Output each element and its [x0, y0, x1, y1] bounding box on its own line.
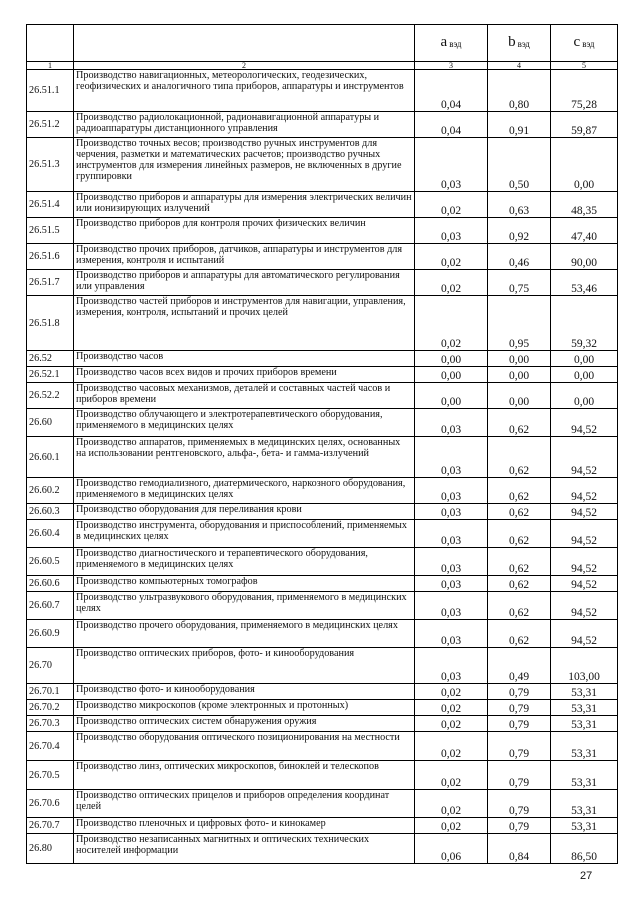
row-code: 26.51.1 — [27, 70, 74, 112]
table-row — [27, 620, 618, 648]
row-value-b: 0,50 — [488, 138, 551, 192]
row-value-c: 53,46 — [551, 270, 618, 296]
row-value-c: 53,31 — [551, 684, 618, 700]
column-number: 5 — [551, 62, 618, 70]
row-value-c: 94,52 — [551, 478, 618, 504]
row-value-c: 53,31 — [551, 790, 618, 818]
table-row — [27, 383, 618, 409]
row-code: 26.51.5 — [27, 218, 74, 244]
table-row — [27, 192, 618, 218]
row-name: Производство фото- и кинооборудования — [74, 684, 415, 700]
row-code: 26.60.4 — [27, 520, 74, 548]
table-header-row — [27, 25, 618, 62]
row-value-c: 94,52 — [551, 576, 618, 592]
row-value-a: 0,02 — [415, 761, 488, 790]
row-value-b: 0,62 — [488, 620, 551, 648]
row-code: 26.52.2 — [27, 383, 74, 409]
row-code: 26.70.4 — [27, 732, 74, 761]
table-row — [27, 138, 618, 192]
row-value-a: 0,00 — [415, 367, 488, 383]
table-row — [27, 296, 618, 351]
row-value-a: 0,03 — [415, 648, 488, 684]
header-c: c $_{вэд}$ — [551, 25, 618, 62]
row-value-b: 0,62 — [488, 437, 551, 478]
header-a: a $_{вэд}$ — [415, 25, 488, 62]
row-value-b: 0,00 — [488, 383, 551, 409]
table-row — [27, 592, 618, 620]
row-value-b: 0,95 — [488, 296, 551, 351]
table-row — [27, 270, 618, 296]
row-value-a: 0,02 — [415, 716, 488, 732]
table-row — [27, 684, 618, 700]
table-row — [27, 520, 618, 548]
row-value-b: 0,46 — [488, 244, 551, 270]
row-value-c: 94,52 — [551, 548, 618, 576]
row-name: Производство оптических систем обнаружения оружия — [74, 716, 415, 732]
row-value-a: 0,02 — [415, 818, 488, 834]
row-value-a: 0,02 — [415, 700, 488, 716]
row-value-a: 0,02 — [415, 790, 488, 818]
row-code: 26.60.2 — [27, 478, 74, 504]
row-value-c: 94,52 — [551, 437, 618, 478]
table-row — [27, 112, 618, 138]
row-name: Производство ультразвукового оборудования, применяемого в медицинских целях — [74, 592, 415, 620]
table-row — [27, 548, 618, 576]
row-value-b: 0,62 — [488, 576, 551, 592]
row-name: Производство инструмента, оборудования и приспособлений, применяемых в медицинских целях — [74, 520, 415, 548]
table-row — [27, 218, 618, 244]
row-value-c: 53,31 — [551, 732, 618, 761]
row-value-b: 0,79 — [488, 761, 551, 790]
row-value-a: 0,02 — [415, 684, 488, 700]
row-name: Производство радиолокационной, радионавигационной аппаратуры и радиоаппаратуры дистанционного управления — [74, 112, 415, 138]
row-value-b: 0,79 — [488, 684, 551, 700]
table-row — [27, 351, 618, 367]
row-name: Производство навигационных, метеорологических, геодезических, геофизических и аналогичного типа приборов, аппаратуры и инструментов — [74, 70, 415, 112]
table-row — [27, 761, 618, 790]
table-row — [27, 648, 618, 684]
row-value-a: 0,06 — [415, 834, 488, 864]
row-value-b: 0,79 — [488, 818, 551, 834]
row-name: Производство аппаратов, применяемых в медицинских целях, основанных на использовании рентгеновского, альфа-, бета- и гамма-излучений — [74, 437, 415, 478]
row-value-a: 0,02 — [415, 270, 488, 296]
table-row — [27, 244, 618, 270]
row-name: Производство оптических прицелов и приборов определения координат целей — [74, 790, 415, 818]
row-value-b: 0,62 — [488, 548, 551, 576]
table-row — [27, 790, 618, 818]
column-number: 1 — [27, 62, 74, 70]
row-value-b: 0,79 — [488, 790, 551, 818]
row-code: 26.60.6 — [27, 576, 74, 592]
column-number: 2 — [74, 62, 415, 70]
row-value-b: 0,91 — [488, 112, 551, 138]
row-name: Производство компьютерных томографов — [74, 576, 415, 592]
row-value-b: 0,62 — [488, 520, 551, 548]
table-row — [27, 576, 618, 592]
row-name: Производство микроскопов (кроме электронных и протонных) — [74, 700, 415, 716]
row-value-c: 53,31 — [551, 818, 618, 834]
row-value-c: 0,00 — [551, 351, 618, 367]
row-value-a: 0,03 — [415, 548, 488, 576]
row-name: Производство приборов для контроля прочих физических величин — [74, 218, 415, 244]
row-value-b: 0,92 — [488, 218, 551, 244]
row-value-c: 59,87 — [551, 112, 618, 138]
table-row — [27, 367, 618, 383]
row-value-b: 0,63 — [488, 192, 551, 218]
row-value-c: 86,50 — [551, 834, 618, 864]
row-name: Производство оборудования для переливания крови — [74, 504, 415, 520]
row-code: 26.60.7 — [27, 592, 74, 620]
row-value-c: 47,40 — [551, 218, 618, 244]
row-code: 26.60.5 — [27, 548, 74, 576]
row-code: 26.70.6 — [27, 790, 74, 818]
row-value-c: 48,35 — [551, 192, 618, 218]
row-code: 26.51.6 — [27, 244, 74, 270]
row-value-a: 0,00 — [415, 351, 488, 367]
row-code: 26.51.4 — [27, 192, 74, 218]
table-row — [27, 409, 618, 437]
column-number: 4 — [488, 62, 551, 70]
row-value-c: 103,00 — [551, 648, 618, 684]
column-number-row — [27, 62, 618, 70]
header-code — [27, 25, 74, 62]
row-value-a: 0,03 — [415, 576, 488, 592]
row-code: 26.60.3 — [27, 504, 74, 520]
row-value-b: 0,62 — [488, 478, 551, 504]
row-value-a: 0,03 — [415, 504, 488, 520]
column-number: 3 — [415, 62, 488, 70]
row-code: 26.51.3 — [27, 138, 74, 192]
row-value-c: 59,32 — [551, 296, 618, 351]
row-value-c: 0,00 — [551, 383, 618, 409]
row-name: Производство пленочных и цифровых фото- и кинокамер — [74, 818, 415, 834]
row-name: Производство часовых механизмов, деталей и составных частей часов и приборов времени — [74, 383, 415, 409]
row-value-a: 0,02 — [415, 732, 488, 761]
table-row — [27, 504, 618, 520]
row-value-b: 0,62 — [488, 409, 551, 437]
row-name: Производство оборудования оптического позиционирования на местности — [74, 732, 415, 761]
row-value-b: 0,79 — [488, 716, 551, 732]
row-code: 26.80 — [27, 834, 74, 864]
header-name — [74, 25, 415, 62]
row-name: Производство прочего оборудования, применяемого в медицинских целях — [74, 620, 415, 648]
row-code: 26.60.9 — [27, 620, 74, 648]
row-code: 26.52.1 — [27, 367, 74, 383]
row-value-c: 94,52 — [551, 504, 618, 520]
row-value-a: 0,00 — [415, 383, 488, 409]
row-name: Производство оптических приборов, фото- и кинооборудования — [74, 648, 415, 684]
row-value-b: 0,79 — [488, 700, 551, 716]
row-value-c: 53,31 — [551, 761, 618, 790]
row-value-c: 53,31 — [551, 716, 618, 732]
row-value-c: 0,00 — [551, 367, 618, 383]
row-value-a: 0,03 — [415, 138, 488, 192]
row-name: Производство гемодиализного, диатермического, наркозного оборудования, применяемого в медицинских целях — [74, 478, 415, 504]
row-value-a: 0,03 — [415, 478, 488, 504]
row-value-a: 0,03 — [415, 409, 488, 437]
row-value-c: 0,00 — [551, 138, 618, 192]
page-number: 27 — [580, 870, 593, 882]
row-name: Производство незаписанных магнитных и оптических технических носителей информации — [74, 834, 415, 864]
table-row — [27, 732, 618, 761]
row-code: 26.52 — [27, 351, 74, 367]
row-value-a: 0,03 — [415, 520, 488, 548]
row-name: Производство приборов и аппаратуры для автоматического регулирования или управления — [74, 270, 415, 296]
row-value-c: 94,52 — [551, 409, 618, 437]
row-code: 26.70.5 — [27, 761, 74, 790]
row-value-a: 0,02 — [415, 244, 488, 270]
row-value-a: 0,04 — [415, 70, 488, 112]
row-value-b: 0,84 — [488, 834, 551, 864]
row-name: Производство облучающего и электротерапевтического оборудования, применяемого в медицинских целях — [74, 409, 415, 437]
row-value-c: 94,52 — [551, 520, 618, 548]
row-name: Производство точных весов; производство ручных инструментов для черчения, разметки и математических расчетов; производство ручных инструментов для измерения линейных размеров, не включенных в другие группировки — [74, 138, 415, 192]
row-value-b: 0,79 — [488, 732, 551, 761]
row-value-c: 94,52 — [551, 592, 618, 620]
row-name: Производство линз, оптических микроскопов, биноклей и телескопов — [74, 761, 415, 790]
row-value-c: 94,52 — [551, 620, 618, 648]
row-value-c: 75,28 — [551, 70, 618, 112]
row-value-c: 90,00 — [551, 244, 618, 270]
row-name: Производство приборов и аппаратуры для измерения электрических величин или ионизирующих излучений — [74, 192, 415, 218]
table-row — [27, 818, 618, 834]
row-value-a: 0,04 — [415, 112, 488, 138]
row-code: 26.70 — [27, 648, 74, 684]
row-value-a: 0,03 — [415, 592, 488, 620]
row-code: 26.51.8 — [27, 296, 74, 351]
row-code: 26.70.1 — [27, 684, 74, 700]
table-row — [27, 478, 618, 504]
row-code: 26.60.1 — [27, 437, 74, 478]
row-code: 26.51.2 — [27, 112, 74, 138]
row-name: Производство диагностического и терапевтического оборудования, применяемого в медицинских целях — [74, 548, 415, 576]
table-row — [27, 700, 618, 716]
row-value-a: 0,03 — [415, 620, 488, 648]
row-code: 26.51.7 — [27, 270, 74, 296]
table-row — [27, 70, 618, 112]
row-value-a: 0,02 — [415, 296, 488, 351]
row-value-b: 0,49 — [488, 648, 551, 684]
row-value-b: 0,80 — [488, 70, 551, 112]
table-row — [27, 437, 618, 478]
row-code: 26.70.7 — [27, 818, 74, 834]
row-name: Производство прочих приборов, датчиков, аппаратуры и инструментов для измерения, контроля и испытаний — [74, 244, 415, 270]
table-row — [27, 716, 618, 732]
row-value-c: 53,31 — [551, 700, 618, 716]
header-b: b $_{вэд}$ — [488, 25, 551, 62]
row-value-b: 0,62 — [488, 592, 551, 620]
table-row — [27, 834, 618, 864]
row-value-a: 0,03 — [415, 218, 488, 244]
row-code: 26.60 — [27, 409, 74, 437]
coefficients-table — [26, 24, 618, 864]
row-code: 26.70.2 — [27, 700, 74, 716]
row-value-b: 0,62 — [488, 504, 551, 520]
row-name: Производство часов всех видов и прочих приборов времени — [74, 367, 415, 383]
row-value-b: 0,00 — [488, 351, 551, 367]
row-code: 26.70.3 — [27, 716, 74, 732]
row-value-a: 0,03 — [415, 437, 488, 478]
row-value-b: 0,75 — [488, 270, 551, 296]
row-value-a: 0,02 — [415, 192, 488, 218]
row-name: Производство частей приборов и инструментов для навигации, управления, измерения, контроля, испытаний и прочих целей — [74, 296, 415, 351]
row-value-b: 0,00 — [488, 367, 551, 383]
row-name: Производство часов — [74, 351, 415, 367]
